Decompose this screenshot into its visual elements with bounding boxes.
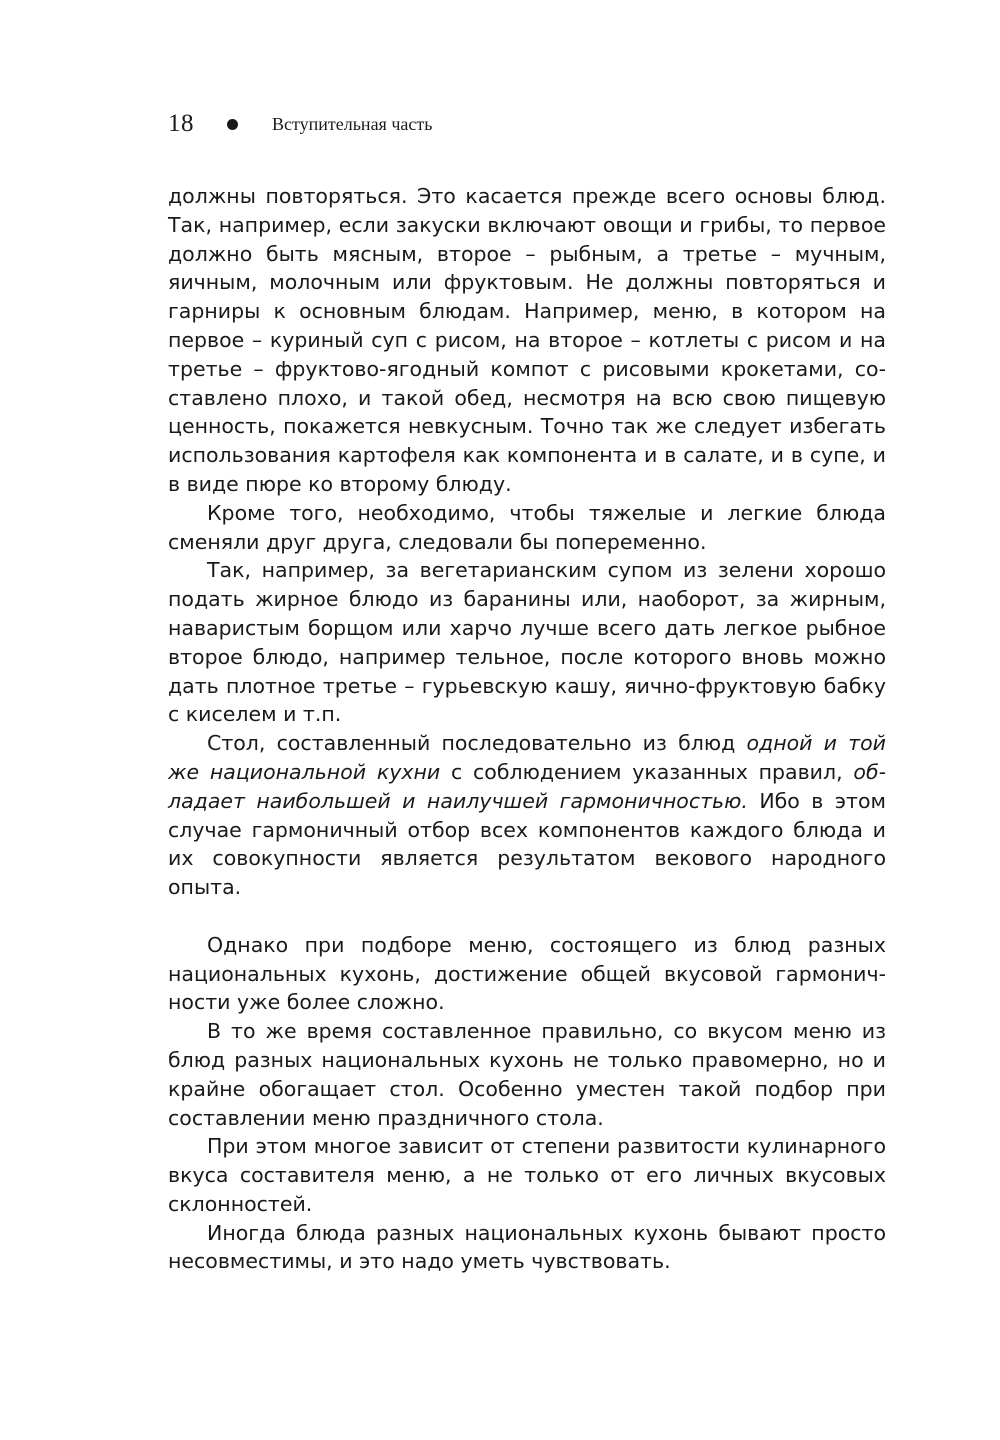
paragraph-text: Стол, составленный последовательно из блюд <box>207 731 747 756</box>
emphasis-text: одной и той же национальной кухни <box>168 731 886 784</box>
paragraph: Иногда блюда разных национальных кухонь бывают просто несовместимы, и это надо уметь чувствовать. <box>168 1220 886 1274</box>
paragraph: При этом многое зависит от степени развитости кулинарного вкуса составителя меню, а не только от его личных вкусовых склонностей. <box>168 1134 886 1216</box>
running-head <box>168 106 432 142</box>
paragraph: Так, например, за вегетарианским супом из зелени хорошо подать жирное блюдо из баранины или, наоборот, за жирным, наваристым борщом или харчо лучше всего дать легкое рыбное второе блюдо, например тельное, после которого вновь можно дать плотное третье – гурьевскую кашу, яично-фруктовую бабку с киселем и т.п. <box>168 558 886 727</box>
bullet-separator-icon <box>227 119 238 130</box>
emphasis-text: обладает наибольшей и наилучшей гармоничностью. <box>168 759 886 813</box>
body-text <box>168 182 886 1276</box>
page-number: 18 <box>168 110 194 137</box>
paragraph-with-emphasis <box>168 729 886 902</box>
paragraph: Однако при подборе меню, состоящего из блюд разных национальных кухонь, достижение общей вкусовой гармоничности уже более сложно. <box>168 932 886 1015</box>
paragraph-text: с соблюдением указанных правил, <box>440 759 854 784</box>
section-title: Вступительная часть <box>272 113 433 134</box>
paragraph: В то же время составленное правильно, со вкусом меню из блюд разных национальных кухонь не только правомерно, но и крайне обогащает стол. Особенно уместен такой подбор при составлении меню праздничного стола. <box>168 1019 886 1130</box>
paragraph: Кроме того, необходимо, чтобы тяжелые и легкие блюда сменяли друг друга, следовали бы попеременно. <box>168 500 886 554</box>
paragraph-continuation: должны повторяться. Это касается прежде всего основы блюд. Так, например, если закуски включают овощи и грибы, то первое должно быть мясным, второе – рыбным, а третье – мучным, яичным, молочным или фруктовым. Не должны повторяться и гарниры к основным блюдам. Например, меню, в котором на первое – куриный суп с рисом, на второе – котлеты с рисом и на третье – фруктово-ягодный компот с рисовыми крокетами, составлено плохо, и такой обед, несмотря на всю свою пищевую ценность, покажется невкусным. Точно так же следует избегать использования картофеля как компонента и в салате, и в супе, и в виде пюре ко второму блюду. <box>168 184 886 496</box>
paragraph-text: Ибо в этом случае гармоничный отбор всех компонентов каждого блюда и их совокупности является результатом векового народного опыта. <box>168 788 886 900</box>
